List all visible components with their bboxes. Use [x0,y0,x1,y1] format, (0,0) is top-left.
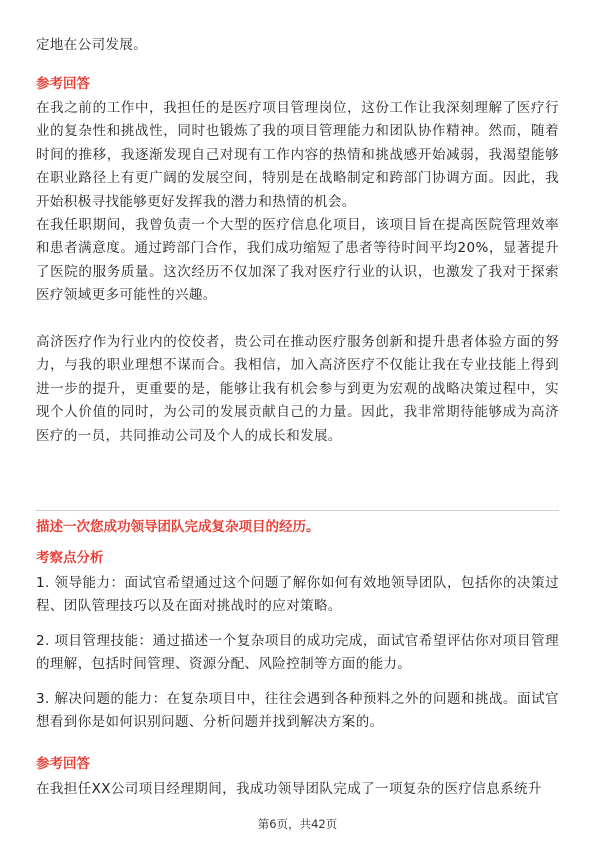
analysis-item-3: 3. 解决问题的能力：在复杂项目中，往往会遇到各种预料之外的问题和挑战。面试官想看到你是如何识别问题、分析问题并找到解决方案的。 [36,691,559,731]
section-divider [36,510,559,511]
answer-paragraph-1: 在我之前的工作中，我担任的是医疗项目管理岗位，这份工作让我深刻理解了医疗行业的复杂性和挑战性，同时也锻炼了我的项目管理能力和团队协作精神。然而，随着时间的推移，我逐渐发现自己对现有工作内容的热情和挑战感开始减弱，我渴望能够在职业路径上有更广阔的发展空间，特别是在战略制定和跨部门协调方面。因此，我开始积极寻找能够更好发挥我的潜力和热情的机会。 [36,100,559,210]
interview-question: 描述一次您成功领导团队完成复杂项目的经历。 [36,519,320,535]
answer-paragraph-3: 高济医疗作为行业内的佼佼者，贵公司在推动医疗服务创新和提升患者体验方面的努力，与我的职业理想不谋而合。我相信，加入高济医疗不仅能让我在专业技能上得到进一步的提升，更重要的是，能够让我有机会参与到更为宏观的战略决策过程中，实现个人价值的同时，为公司的发展贡献自己的力量。因此，我非常期待能够成为高济医疗的一员，共同推动公司及个人的成长和发展。 [36,334,559,444]
page-number: 第6页，共42页 [257,817,338,831]
answer-paragraph-2: 在我任职期间，我曾负责一个大型的医疗信息化项目，该项目旨在提高医院管理效率和患者满意度。通过跨部门合作，我们成功缩短了患者等待时间平均20%，显著提升了医院的服务质量。这次经历不仅加深了我对医疗行业的认识，也激发了我对于探索医疗领域更多可能性的兴趣。 [36,217,559,304]
reference-answer-heading-1: 参考回答 [36,76,90,92]
analysis-heading: 考察点分析 [36,550,104,566]
analysis-item-1: 1. 领导能力：面试官希望通过这个问题了解你如何有效地领导团队，包括你的决策过程、团队管理技巧以及在面对挑战时的应对策略。 [36,575,559,615]
reference-answer-heading-2: 参考回答 [36,756,90,772]
answer-paragraph-start: 在我担任XX公司项目经理期间，我成功领导团队完成了一项复杂的医疗信息系统升 [36,781,542,797]
analysis-item-2: 2. 项目管理技能：通过描述一个复杂项目的成功完成，面试官希望评估你对项目管理的理解，包括时间管理、资源分配、风险控制等方面的能力。 [36,633,559,673]
continued-paragraph: 定地在公司发展。 [36,37,148,53]
